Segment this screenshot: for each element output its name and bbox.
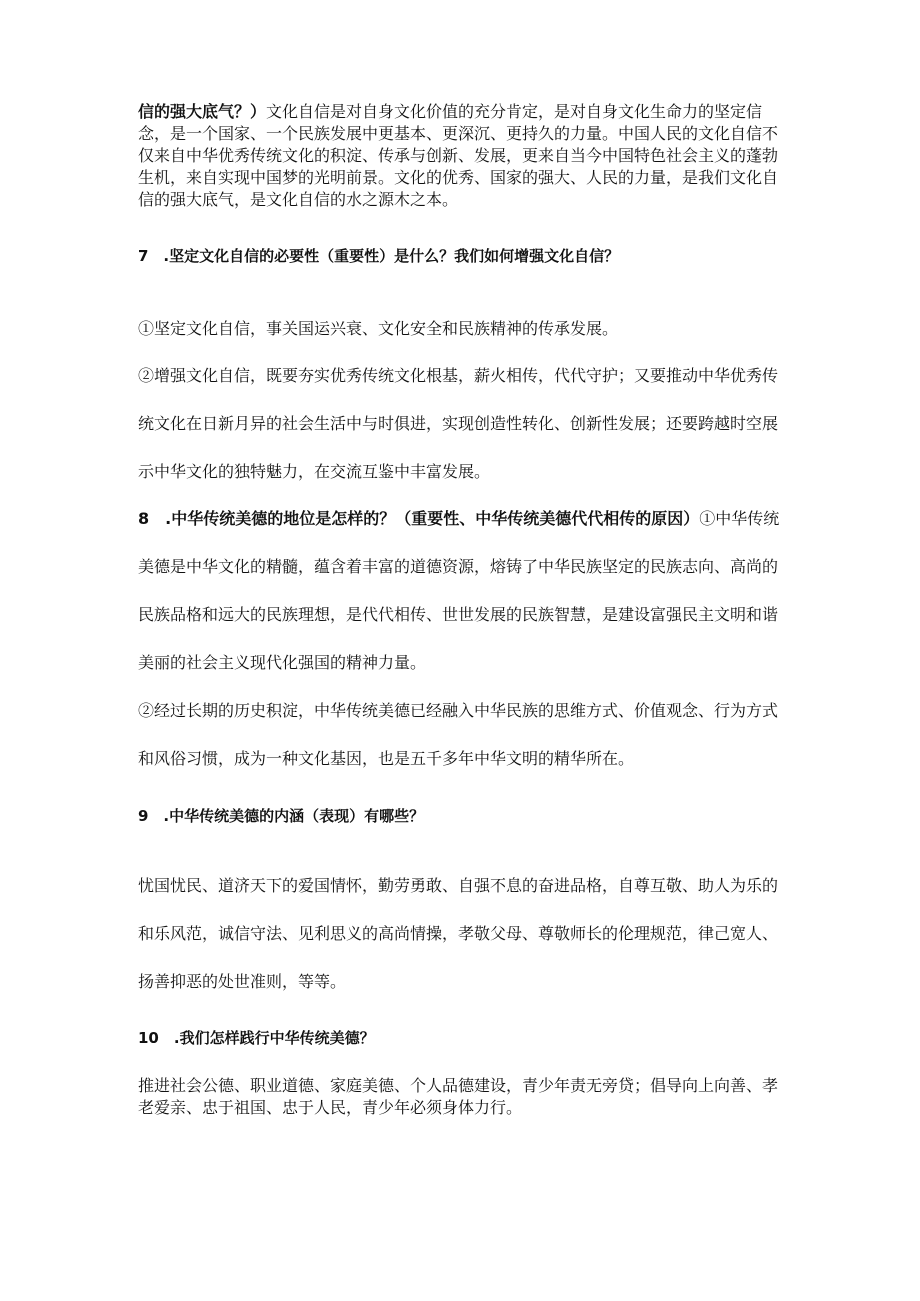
question-8-heading: 8 .中华传统美德的地位是怎样的？（重要性、中华传统美德代代相传的原因） [138, 509, 700, 528]
question-9-heading: 9 .中华传统美德的内涵（表现）有哪些？ [138, 807, 425, 825]
question-8-answer-1: ①中华传统美德是中华文化的精髓，蕴含着丰富的道德资源，熔铸了中华民族坚定的民族志向、高尚的民族品格和远大的民族理想，是代代相传、世世发展的民族智慧，是建设富强民主文明和谐美丽的社会主义现代化强国的精神力量。 [138, 509, 780, 672]
intro-text: 文化自信是对自身文化价值的充分肯定，是对自身文化生命力的坚定信念，是一个国家、一个民族发展中更基本、更深沉、更持久的力量。中国人民的文化自信不仅来自中华优秀传统文化的积淀、传承与创新、发展，更来自当今中国特色社会主义的蓬勃生机，来自实现中国梦的光明前景。文化的优秀、国家的强大、人民的力量，是我们文化自信的强大底气，是文化自信的水之源木之本。 [138, 102, 779, 209]
question-7-heading: 7 .坚定文化自信的必要性（重要性）是什么？我们如何增强文化自信？ [138, 247, 620, 265]
question-9-answer: 忧国忧民、道济天下的爱国情怀，勤劳勇敢、自强不息的奋进品格，自尊互敬、助人为乐的和乐风范，诚信守法、见利思义的高尚情操，孝敬父母、尊敬师长的伦理规范，律己宽人、扬善抑恶的处世准则，等等。 [138, 876, 779, 991]
question-8-answer-2: ②经过长期的历史积淀，中华传统美德已经融入中华民族的思维方式、价值观念、行为方式和风俗习惯，成为一种文化基因，也是五千多年中华文明的精华所在。 [138, 701, 779, 768]
question-10-answer: 推进社会公德、职业道德、家庭美德、个人品德建设，青少年责无旁贷；倡导向上向善、孝老爱亲、忠于祖国、忠于人民，青少年必须身体力行。 [138, 1076, 779, 1117]
intro-lead: 信的强大底气？） [138, 102, 267, 121]
question-10-heading: 10 .我们怎样践行中华传统美德？ [138, 1029, 375, 1047]
question-7-answer-1: ①坚定文化自信，事关国运兴衰、文化安全和民族精神的传承发展。 [138, 319, 619, 338]
question-7-answer-2: ②增强文化自信，既要夯实优秀传统文化根基，薪火相传，代代守护；又要推动中华优秀传统文化在日新月异的社会生活中与时俱进，实现创造性转化、创新性发展；还要跨越时空展示中华文化的独特魅力，在交流互鉴中丰富发展。 [138, 366, 779, 481]
intro-paragraph [138, 101, 786, 211]
question-8-block [138, 495, 786, 687]
